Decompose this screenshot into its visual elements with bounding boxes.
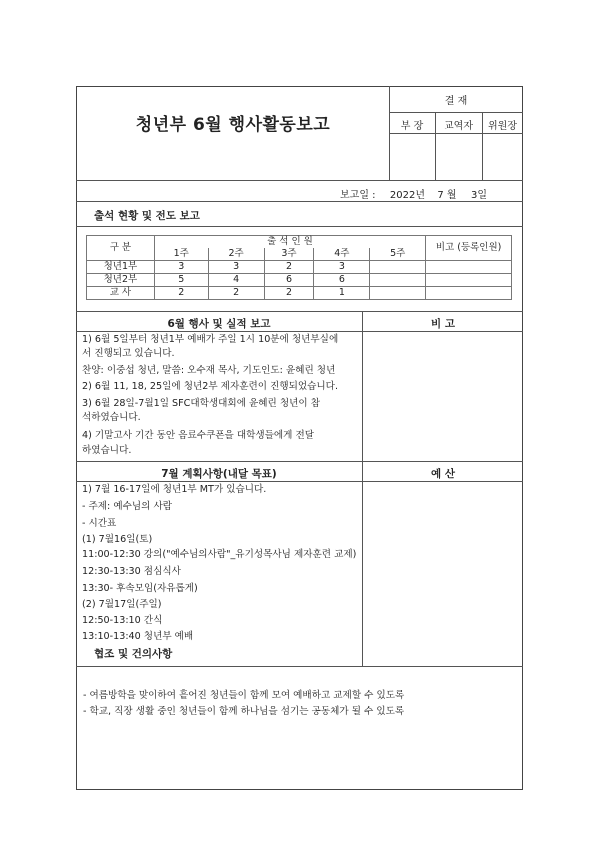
approval-header: 결 재	[444, 96, 468, 107]
june-report-side-title: 비 고	[431, 318, 455, 330]
table-cell: 3	[154, 261, 208, 274]
table-cell: 6	[264, 274, 314, 287]
cooperation-title: 협조 및 건의사항	[94, 648, 173, 660]
header-note: 비고 (등록인원)	[426, 236, 512, 261]
june-line-8: 하였습니다.	[82, 445, 132, 456]
july-line-3: - 시간표	[82, 518, 117, 529]
june-line-3: 찬양: 이중섭 청년, 말씀: 오수재 목사, 기도인도: 윤혜린 청년	[82, 365, 336, 376]
header-week-5: 5주	[370, 248, 426, 261]
approval-divider	[389, 112, 523, 113]
table-header-row	[87, 236, 512, 249]
june-line-4: 2) 6월 11, 18, 25일에 청년2부 제자훈련이 진행되었습니다.	[82, 381, 338, 392]
june-line-7: 4) 기말고사 기간 동안 음료수쿠폰을 대학생들에게 전달	[82, 430, 315, 441]
report-date	[340, 186, 487, 201]
approval-role-pastor: 교역자	[444, 121, 473, 132]
table-row	[87, 274, 512, 287]
table-cell: 2	[264, 287, 314, 300]
column-divider	[362, 311, 363, 666]
approval-divider	[389, 133, 523, 134]
table-cell: 2	[264, 261, 314, 274]
header-category: 구 분	[87, 236, 155, 261]
july-line-9: 12:50-13:10 간식	[82, 615, 163, 626]
june-line-6: 석하였습니다.	[82, 412, 141, 423]
table-cell: 3	[314, 261, 370, 274]
approval-role-dept-head: 부 장	[400, 121, 424, 132]
table-cell	[426, 287, 512, 300]
attendance-section-title: 출석 현황 및 전도 보고	[94, 210, 200, 222]
header-week-3: 3주	[264, 248, 314, 261]
july-line-2: - 주제: 예수님의 사람	[82, 501, 172, 512]
june-report-title: 6월 행사 및 실적 보고	[167, 318, 271, 330]
header-week-4: 4주	[314, 248, 370, 261]
divider	[76, 311, 523, 312]
table-cell	[370, 261, 426, 274]
divider	[76, 666, 523, 667]
divider	[76, 331, 523, 332]
divider	[76, 180, 523, 181]
report-date-day: 3일	[470, 190, 487, 201]
table-cell	[370, 274, 426, 287]
table-cell	[370, 287, 426, 300]
table-cell: 2	[154, 287, 208, 300]
header-week-2: 2주	[208, 248, 264, 261]
table-row	[87, 287, 512, 300]
june-line-5: 3) 6월 28일-7월1일 SFC대학생대회에 윤혜린 청년이 참	[82, 398, 320, 409]
table-cell: 4	[208, 274, 264, 287]
july-line-4: (1) 7월16일(토)	[82, 534, 153, 545]
divider	[76, 461, 523, 462]
table-cell: 1	[314, 287, 370, 300]
table-cell: 5	[154, 274, 208, 287]
row-label: 청년1부	[87, 261, 155, 274]
divider	[76, 226, 523, 227]
divider	[76, 201, 523, 202]
row-label: 청년2부	[87, 274, 155, 287]
cooperation-line-1: - 여름방학을 맞이하여 흩어진 청년들이 함께 모여 예배하고 교제할 수 있도록	[83, 690, 405, 701]
july-line-1: 1) 7월 16-17일에 청년1부 MT가 있습니다.	[82, 484, 267, 495]
july-line-7: 13:30- 후속모임(자유롭게)	[82, 583, 198, 594]
report-date-year: 2022년	[389, 190, 426, 201]
july-line-8: (2) 7월17일(주일)	[82, 599, 162, 610]
july-line-6: 12:30-13:30 점심식사	[82, 566, 181, 577]
page-title: 청년부 6월 행사활동보고	[135, 115, 331, 135]
july-plan-title: 7월 계획사항(내달 목표)	[161, 468, 277, 480]
table-cell: 2	[208, 287, 264, 300]
june-line-2: 서 진행되고 있습니다.	[82, 348, 175, 359]
july-plan-side-title: 예 산	[431, 468, 455, 480]
report-date-month: 7 월	[437, 190, 457, 201]
approval-role-chair: 위원장	[488, 121, 517, 132]
cooperation-line-2: - 학교, 직장 생활 중인 청년들이 함께 하나님을 섬기는 공동체가 될 수 있도록	[83, 706, 405, 717]
header-attendance: 출 석 인 원	[154, 236, 425, 249]
july-line-5: 11:00-12:30 강의("예수님의사람"_유기성목사님 제자훈련 교제)	[82, 549, 357, 560]
table-cell: 6	[314, 274, 370, 287]
table-row	[87, 261, 512, 274]
report-date-label: 보고일 :	[340, 190, 376, 201]
divider	[76, 481, 523, 482]
table-cell	[426, 261, 512, 274]
header-week-1: 1주	[154, 248, 208, 261]
table-cell	[426, 274, 512, 287]
june-line-1: 1) 6월 5일부터 청년1부 예배가 주일 1시 10분에 청년부실에	[82, 334, 339, 345]
row-label: 교 사	[87, 287, 155, 300]
table-cell: 3	[208, 261, 264, 274]
attendance-table	[86, 235, 512, 300]
july-line-10: 13:10-13:40 청년부 예배	[82, 631, 194, 642]
